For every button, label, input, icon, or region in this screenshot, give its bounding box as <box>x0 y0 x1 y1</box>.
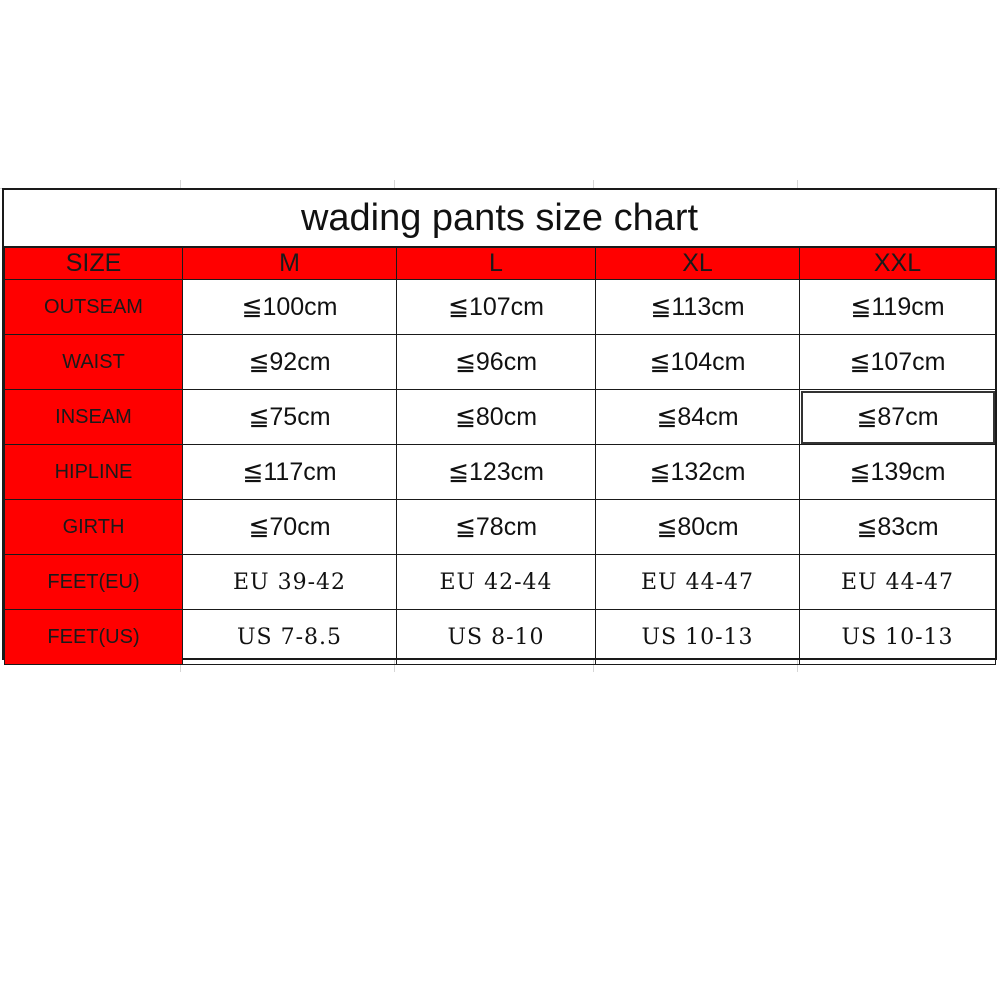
table-cell[interactable]: EU 44-47 <box>800 555 996 610</box>
header-size-xxl[interactable]: XXL <box>800 248 996 280</box>
sheet-gridline <box>593 180 594 188</box>
size-chart-sheet <box>2 188 997 660</box>
table-cell[interactable]: EU 44-47 <box>596 555 800 610</box>
size-table <box>4 247 996 665</box>
table-cell[interactable]: US 7-8.5 <box>183 610 397 665</box>
table-row-girth <box>5 500 996 555</box>
table-cell[interactable]: ≦78cm <box>397 500 596 555</box>
table-cell-selected[interactable]: ≦87cm <box>800 390 996 445</box>
header-size-label[interactable]: SIZE <box>5 248 183 280</box>
row-label-feet-eu[interactable]: FEET(EU) <box>5 555 183 610</box>
table-cell[interactable]: ≦132cm <box>596 445 800 500</box>
row-label-girth[interactable]: GIRTH <box>5 500 183 555</box>
table-cell[interactable]: ≦84cm <box>596 390 800 445</box>
sheet-gridline <box>180 180 181 188</box>
table-cell[interactable]: ≦75cm <box>183 390 397 445</box>
table-cell[interactable]: ≦92cm <box>183 335 397 390</box>
table-cell[interactable]: US 8-10 <box>397 610 596 665</box>
header-size-m[interactable]: M <box>183 248 397 280</box>
table-cell[interactable]: EU 42-44 <box>397 555 596 610</box>
row-label-hipline[interactable]: HIPLINE <box>5 445 183 500</box>
table-row-feet-eu <box>5 555 996 610</box>
row-label-outseam[interactable]: OUTSEAM <box>5 280 183 335</box>
header-row <box>5 248 996 280</box>
table-row-inseam <box>5 390 996 445</box>
table-cell[interactable]: ≦107cm <box>800 335 996 390</box>
table-cell[interactable]: US 10-13 <box>596 610 800 665</box>
table-cell[interactable]: ≦80cm <box>596 500 800 555</box>
table-cell[interactable]: ≦117cm <box>183 445 397 500</box>
table-cell[interactable]: ≦96cm <box>397 335 596 390</box>
table-cell[interactable]: ≦80cm <box>397 390 596 445</box>
table-row-outseam <box>5 280 996 335</box>
table-cell[interactable]: ≦70cm <box>183 500 397 555</box>
table-row-waist <box>5 335 996 390</box>
sheet-gridline <box>394 180 395 188</box>
table-cell[interactable]: ≦139cm <box>800 445 996 500</box>
table-cell[interactable]: ≦104cm <box>596 335 800 390</box>
table-row-hipline <box>5 445 996 500</box>
table-cell[interactable]: ≦83cm <box>800 500 996 555</box>
table-cell[interactable]: ≦113cm <box>596 280 800 335</box>
table-cell[interactable]: ≦123cm <box>397 445 596 500</box>
chart-title[interactable]: wading pants size chart <box>4 190 995 247</box>
table-cell[interactable]: EU 39-42 <box>183 555 397 610</box>
row-label-feet-us[interactable]: FEET(US) <box>5 610 183 665</box>
table-cell[interactable]: ≦119cm <box>800 280 996 335</box>
table-cell[interactable]: US 10-13 <box>800 610 996 665</box>
header-size-l[interactable]: L <box>397 248 596 280</box>
row-label-waist[interactable]: WAIST <box>5 335 183 390</box>
table-cell[interactable]: ≦107cm <box>397 280 596 335</box>
table-row-feet-us <box>5 610 996 665</box>
header-size-xl[interactable]: XL <box>596 248 800 280</box>
row-label-inseam[interactable]: INSEAM <box>5 390 183 445</box>
sheet-gridline <box>797 180 798 188</box>
table-cell[interactable]: ≦100cm <box>183 280 397 335</box>
